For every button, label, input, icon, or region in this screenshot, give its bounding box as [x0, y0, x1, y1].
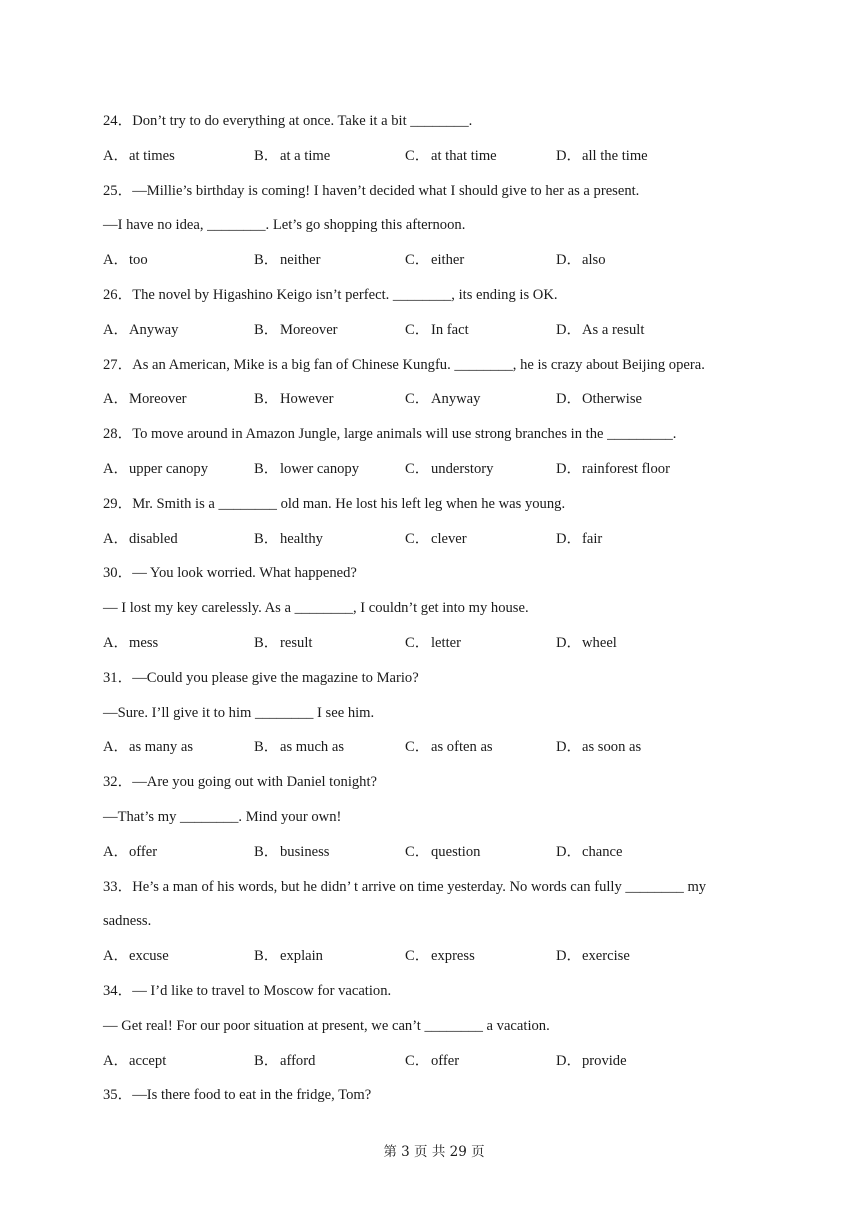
option-letter: D．: [556, 739, 582, 756]
option-d: [556, 459, 707, 494]
question-text: 28．To move around in Amazon Jungle, large animals will use strong branches in the _________.: [103, 426, 677, 443]
option-letter: C．: [405, 1052, 430, 1069]
option-letter: B．: [254, 1052, 279, 1069]
option-a: [103, 529, 254, 564]
option-letter: A．: [103, 391, 129, 408]
option-text: Anyway: [129, 321, 179, 338]
option-letter: D．: [556, 252, 582, 269]
option-text: Otherwise: [582, 391, 642, 408]
question-text: — Get real! For our poor situation at present, we can’t ________ a vacation.: [103, 1017, 550, 1034]
option-letter: B．: [254, 252, 279, 269]
option-c: [405, 842, 556, 877]
option-text: exercise: [582, 948, 630, 965]
option-d: [556, 250, 707, 285]
option-a: [103, 146, 254, 181]
option-text: However: [280, 391, 334, 408]
option-letter: D．: [556, 391, 582, 408]
option-a: [103, 842, 254, 877]
option-text: understory: [431, 460, 494, 477]
option-row: [103, 633, 763, 668]
option-letter: C．: [405, 739, 430, 756]
option-a: [103, 1051, 254, 1086]
question-text: 33．He’s a man of his words, but he didn’ t arrive on time yesterday. No words can fully ________ my: [103, 878, 707, 895]
option-c: [405, 250, 556, 285]
option-b: [254, 946, 405, 981]
option-letter: B．: [254, 948, 279, 965]
option-letter: C．: [405, 460, 430, 477]
page-number: 第 3 页 共 29 页: [383, 1144, 485, 1160]
option-row: [103, 146, 763, 181]
option-a: [103, 633, 254, 668]
option-b: [254, 389, 405, 424]
option-text: upper canopy: [129, 460, 209, 477]
option-letter: A．: [103, 460, 129, 477]
option-d: [556, 529, 707, 564]
option-letter: A．: [103, 252, 129, 269]
option-text: offer: [129, 843, 158, 860]
option-letter: B．: [254, 321, 279, 338]
option-text: result: [280, 634, 313, 651]
option-b: [254, 146, 405, 181]
option-text: all the time: [582, 147, 648, 164]
option-letter: D．: [556, 948, 582, 965]
option-text: excuse: [129, 948, 169, 965]
option-c: [405, 529, 556, 564]
option-row: [103, 389, 763, 424]
option-row: [103, 320, 763, 355]
option-letter: A．: [103, 739, 129, 756]
option-letter: B．: [254, 739, 279, 756]
option-letter: B．: [254, 147, 279, 164]
option-letter: D．: [556, 530, 582, 547]
option-c: [405, 946, 556, 981]
option-row: [103, 529, 763, 564]
question-text: 25．—Millie’s birthday is coming! I haven’t decided what I should give to her as a present.: [103, 182, 640, 199]
option-row: [103, 1051, 763, 1086]
question-text: 27．As an American, Mike is a big fan of Chinese Kungfu. ________, he is crazy about Beijing opera.: [103, 356, 705, 373]
question-list: [103, 111, 763, 1120]
option-a: [103, 737, 254, 772]
option-b: [254, 633, 405, 668]
question-text: 35．—Is there food to eat in the fridge, Tom?: [103, 1087, 372, 1104]
option-c: [405, 633, 556, 668]
option-b: [254, 737, 405, 772]
option-text: also: [582, 252, 606, 269]
option-letter: C．: [405, 634, 430, 651]
option-a: [103, 320, 254, 355]
option-letter: B．: [254, 634, 279, 651]
option-a: [103, 459, 254, 494]
option-text: as often as: [431, 739, 493, 756]
option-a: [103, 250, 254, 285]
option-c: [405, 1051, 556, 1086]
option-c: [405, 459, 556, 494]
option-text: mess: [129, 634, 159, 651]
option-text: letter: [431, 634, 461, 651]
option-text: as many as: [129, 739, 194, 756]
question-text: 30．— You look worried. What happened?: [103, 565, 357, 582]
option-row: [103, 737, 763, 772]
option-c: [405, 389, 556, 424]
option-row: [103, 250, 763, 285]
option-text: business: [280, 843, 330, 860]
option-text: too: [129, 252, 148, 269]
option-text: as soon as: [582, 739, 642, 756]
option-text: Moreover: [129, 391, 187, 408]
option-d: [556, 633, 707, 668]
option-letter: D．: [556, 147, 582, 164]
option-letter: A．: [103, 948, 129, 965]
option-text: at times: [129, 147, 175, 164]
option-letter: A．: [103, 147, 129, 164]
option-letter: B．: [254, 391, 279, 408]
option-letter: D．: [556, 1052, 582, 1069]
question-text: sadness.: [103, 913, 152, 930]
option-row: [103, 842, 763, 877]
option-text: as much as: [280, 739, 345, 756]
question-text: —That’s my ________. Mind your own!: [103, 808, 342, 825]
option-text: at that time: [431, 147, 497, 164]
option-text: neither: [280, 252, 321, 269]
option-text: Moreover: [280, 321, 338, 338]
option-d: [556, 737, 707, 772]
option-text: As a result: [582, 321, 645, 338]
option-letter: C．: [405, 530, 430, 547]
option-letter: D．: [556, 460, 582, 477]
option-text: wheel: [582, 634, 617, 651]
option-a: [103, 946, 254, 981]
option-letter: B．: [254, 530, 279, 547]
option-letter: C．: [405, 948, 430, 965]
question-text: 31．—Could you please give the magazine to Mario?: [103, 669, 419, 686]
option-b: [254, 529, 405, 564]
option-text: question: [431, 843, 481, 860]
option-text: at a time: [280, 147, 331, 164]
option-letter: C．: [405, 843, 430, 860]
option-text: either: [431, 252, 465, 269]
option-row: [103, 946, 763, 981]
option-letter: B．: [254, 843, 279, 860]
option-letter: D．: [556, 843, 582, 860]
option-b: [254, 320, 405, 355]
option-text: lower canopy: [280, 460, 360, 477]
option-text: explain: [280, 948, 323, 965]
option-b: [254, 250, 405, 285]
option-b: [254, 1051, 405, 1086]
option-letter: A．: [103, 321, 129, 338]
option-letter: C．: [405, 252, 430, 269]
option-d: [556, 389, 707, 424]
question-text: 32．—Are you going out with Daniel tonight?: [103, 774, 378, 791]
option-text: healthy: [280, 530, 323, 547]
option-text: disabled: [129, 530, 178, 547]
option-text: provide: [582, 1052, 627, 1069]
option-text: offer: [431, 1052, 460, 1069]
option-text: chance: [582, 843, 623, 860]
option-letter: A．: [103, 634, 129, 651]
option-c: [405, 737, 556, 772]
option-text: express: [431, 948, 475, 965]
option-letter: A．: [103, 843, 129, 860]
question-text: —Sure. I’ll give it to him ________ I see him.: [103, 704, 375, 721]
option-letter: D．: [556, 321, 582, 338]
option-d: [556, 1051, 707, 1086]
option-a: [103, 389, 254, 424]
option-d: [556, 946, 707, 981]
question-text: — I lost my key carelessly. As a ________, I couldn’t get into my house.: [103, 600, 529, 617]
option-letter: C．: [405, 321, 430, 338]
option-text: In fact: [431, 321, 469, 338]
question-text: —I have no idea, ________. Let’s go shopping this afternoon.: [103, 217, 466, 234]
option-text: accept: [129, 1052, 167, 1069]
option-b: [254, 842, 405, 877]
option-text: rainforest floor: [582, 460, 670, 477]
option-text: clever: [431, 530, 467, 547]
option-letter: D．: [556, 634, 582, 651]
option-letter: C．: [405, 391, 430, 408]
question-text: 24．Don’t try to do everything at once. Take it a bit ________.: [103, 113, 473, 129]
option-text: fair: [582, 530, 603, 547]
option-letter: A．: [103, 530, 129, 547]
option-letter: A．: [103, 1052, 129, 1069]
question-text: 29．Mr. Smith is a ________ old man. He lost his left leg when he was young.: [103, 495, 566, 512]
option-d: [556, 320, 707, 355]
question-text: 26．The novel by Higashino Keigo isn’t perfect. ________, its ending is OK.: [103, 286, 558, 303]
option-text: afford: [280, 1052, 316, 1069]
option-c: [405, 146, 556, 181]
option-b: [254, 459, 405, 494]
option-text: Anyway: [431, 391, 481, 408]
question-text: 34．— I’d like to travel to Moscow for vacation.: [103, 982, 392, 999]
option-d: [556, 146, 707, 181]
option-letter: B．: [254, 460, 279, 477]
option-d: [556, 842, 707, 877]
option-row: [103, 459, 763, 494]
option-c: [405, 320, 556, 355]
option-letter: C．: [405, 147, 430, 164]
